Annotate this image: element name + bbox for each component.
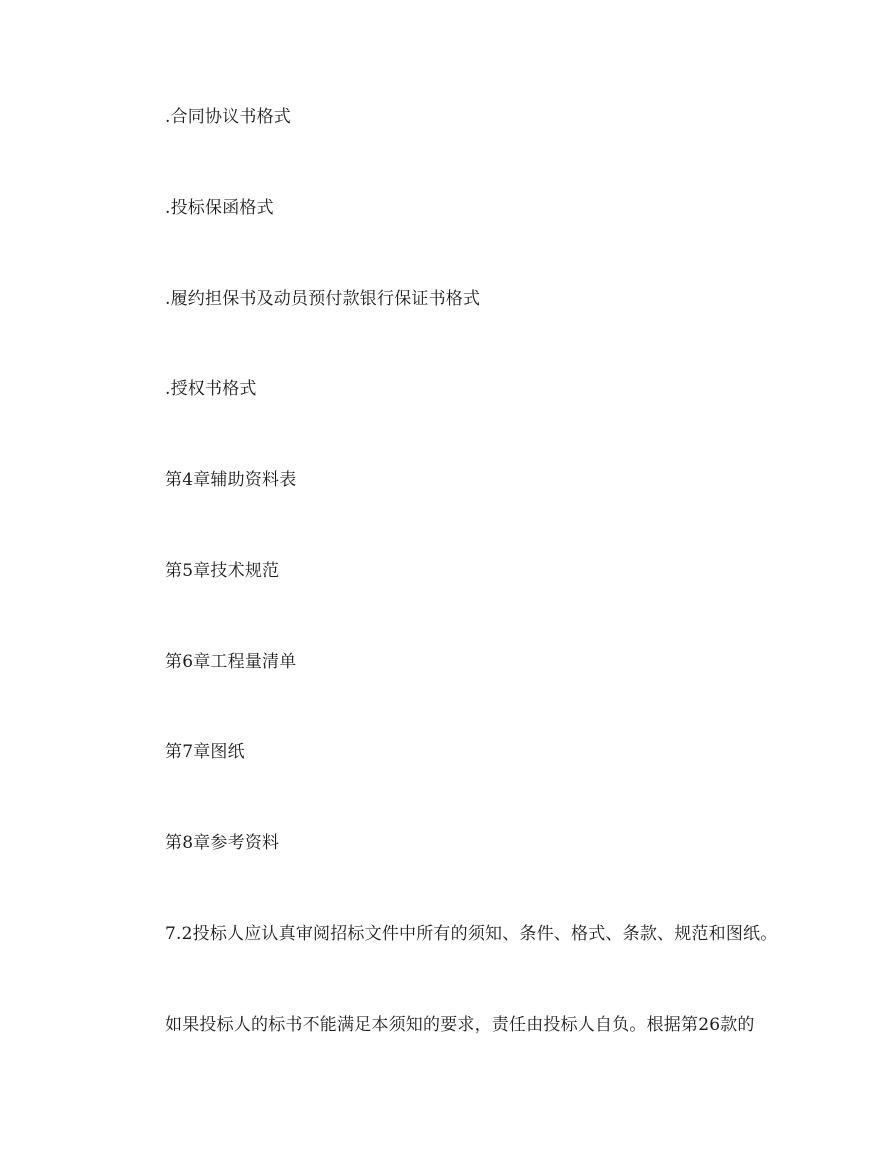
chapter-8-heading: 第8章参考资料 bbox=[165, 833, 280, 853]
paragraph-continuation: 如果投标人的标书不能满足本须知的要求，责任由投标人自负。根据第26款的 bbox=[165, 1015, 755, 1035]
chapter-6-heading: 第6章工程量清单 bbox=[165, 652, 297, 672]
list-item-contract-agreement-format: .合同协议书格式 bbox=[165, 107, 292, 127]
chapter-5-heading: 第5章技术规范 bbox=[165, 561, 280, 581]
list-item-bid-bond-format: .投标保函格式 bbox=[165, 198, 274, 218]
list-item-authorization-format: .授权书格式 bbox=[165, 379, 257, 399]
list-item-performance-guarantee-format: .履约担保书及动员预付款银行保证书格式 bbox=[165, 289, 481, 309]
chapter-4-heading: 第4章辅助资料表 bbox=[165, 470, 297, 490]
paragraph-7-2: 7.2投标人应认真审阅招标文件中所有的须知、条件、格式、条款、规范和图纸。 bbox=[165, 924, 778, 944]
chapter-7-heading: 第7章图纸 bbox=[165, 742, 245, 762]
